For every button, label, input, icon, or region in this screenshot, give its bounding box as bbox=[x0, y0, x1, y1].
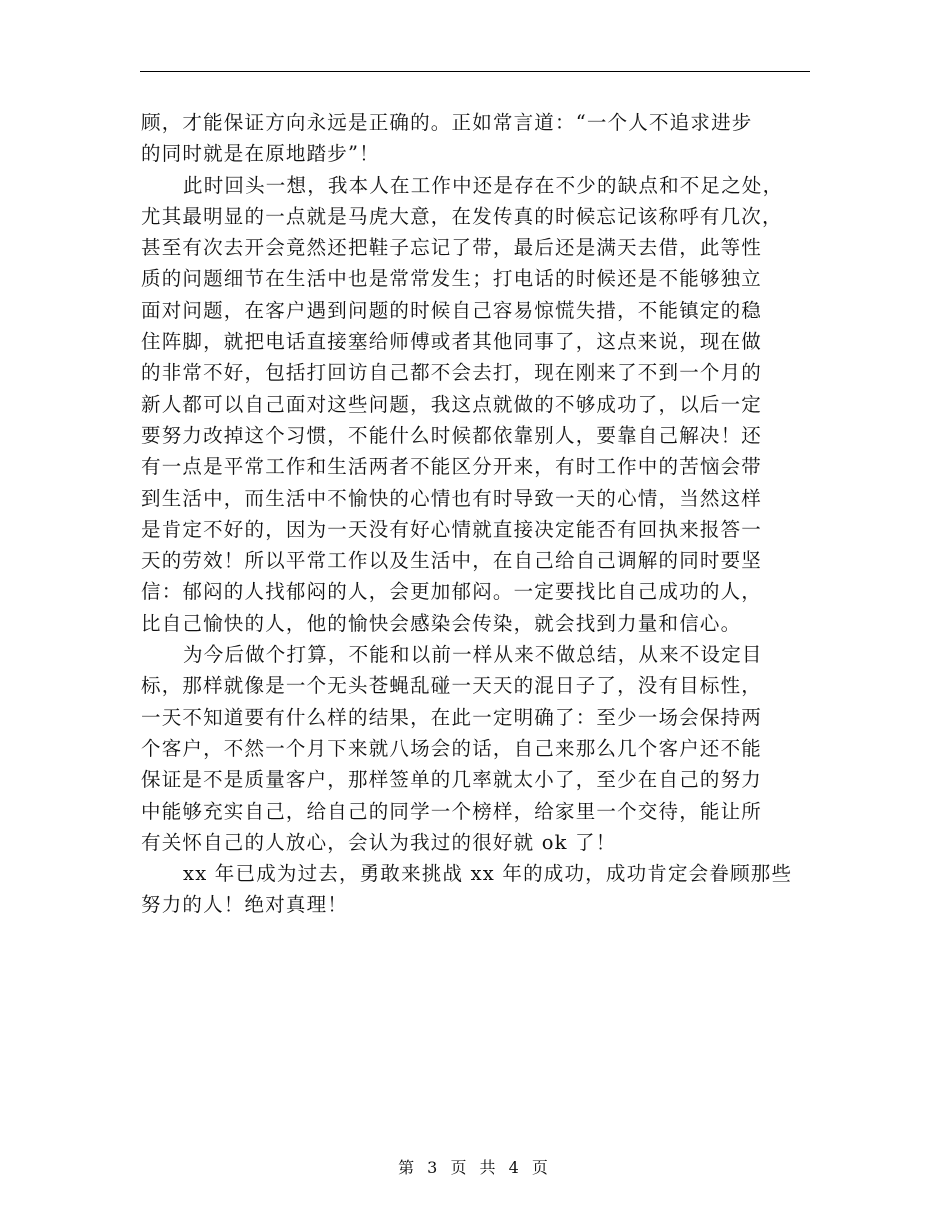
document-body bbox=[141, 107, 811, 921]
text-line: 努力的人！绝对真理！ bbox=[141, 893, 349, 917]
text-line: 中能够充实自己，给自己的同学一个榜样，给家里一个交待，能让所 bbox=[141, 799, 763, 823]
text-line: 新人都可以自己面对这些问题，我这点就做的不够成功了，以后一定 bbox=[141, 392, 763, 416]
text-line: 尤其最明显的一点就是马虎大意，在发传真的时候忘记该称呼有几次， bbox=[141, 204, 783, 228]
paragraph-start-line: 此时回头一想，我本人在工作中还是存在不少的缺点和不足之处， bbox=[183, 173, 784, 197]
text-line: 是肯定不好的，因为一天没有好心情就直接决定能否有回执来报答一 bbox=[141, 517, 763, 541]
text-line: 到生活中，而生活中不愉快的心情也有时导致一天的心情，当然这样 bbox=[141, 486, 763, 510]
text-line: 要努力改掉这个习惯，不能什么时候都依靠别人，要靠自己解决！还 bbox=[141, 423, 763, 447]
text-line: 一天不知道要有什么样的结果，在此一定明确了：至少一场会保持两 bbox=[141, 705, 763, 729]
text-line: 的非常不好，包括打回访自己都不会去打，现在刚来了不到一个月的 bbox=[141, 361, 763, 385]
text-line: 保证是不是质量客户，那样签单的几率就太小了，至少在自己的努力 bbox=[141, 768, 763, 792]
text-line: 顾，才能保证方向永远是正确的。正如常言道：“一个人不追求进步 bbox=[141, 111, 753, 134]
text-line: 的同时就是在原地踏步”！ bbox=[141, 142, 380, 166]
text-line: 有一点是平常工作和生活两者不能区分开来，有时工作中的苦恼会带 bbox=[141, 455, 763, 479]
text-line: 信：郁闷的人找郁闷的人，会更加郁闷。一定要找比自己成功的人， bbox=[141, 580, 763, 604]
text-line: 标，那样就像是一个无头苍蝇乱碰一天天的混日子了，没有目标性， bbox=[141, 674, 763, 698]
text-line: 天的劳效！所以平常工作以及生活中，在自己给自己调解的同时要坚 bbox=[141, 549, 763, 573]
text-line: 甚至有次去开会竟然还把鞋子忘记了带，最后还是满天去借，此等性 bbox=[141, 236, 763, 260]
text-line: 住阵脚，就把电话直接塞给师傅或者其他同事了，这点来说，现在做 bbox=[141, 330, 763, 354]
text-line: 有关怀自己的人放心，会认为我过的很好就 ok 了！ bbox=[141, 830, 617, 854]
header-rule bbox=[140, 71, 810, 72]
text-line: 个客户，不然一个月下来就八场会的话，自己来那么几个客户还不能 bbox=[141, 736, 763, 760]
text-line: 质的问题细节在生活中也是常常发生；打电话的时候还是不能够独立 bbox=[141, 267, 763, 291]
paragraph-start-line: xx 年已成为过去，勇敢来挑战 xx 年的成功，成功肯定会眷顾那些 bbox=[183, 862, 793, 886]
text-line: 比自己愉快的人，他的愉快会感染会传染，就会找到力量和信心。 bbox=[141, 611, 742, 635]
text-line: 面对问题，在客户遇到问题的时候自己容易惊慌失措，不能镇定的稳 bbox=[141, 298, 763, 322]
paragraph-start-line: 为今后做个打算，不能和以前一样从来不做总结，从来不设定目 bbox=[183, 643, 763, 667]
page-number: 第 3 页 共 4 页 bbox=[398, 1158, 552, 1177]
